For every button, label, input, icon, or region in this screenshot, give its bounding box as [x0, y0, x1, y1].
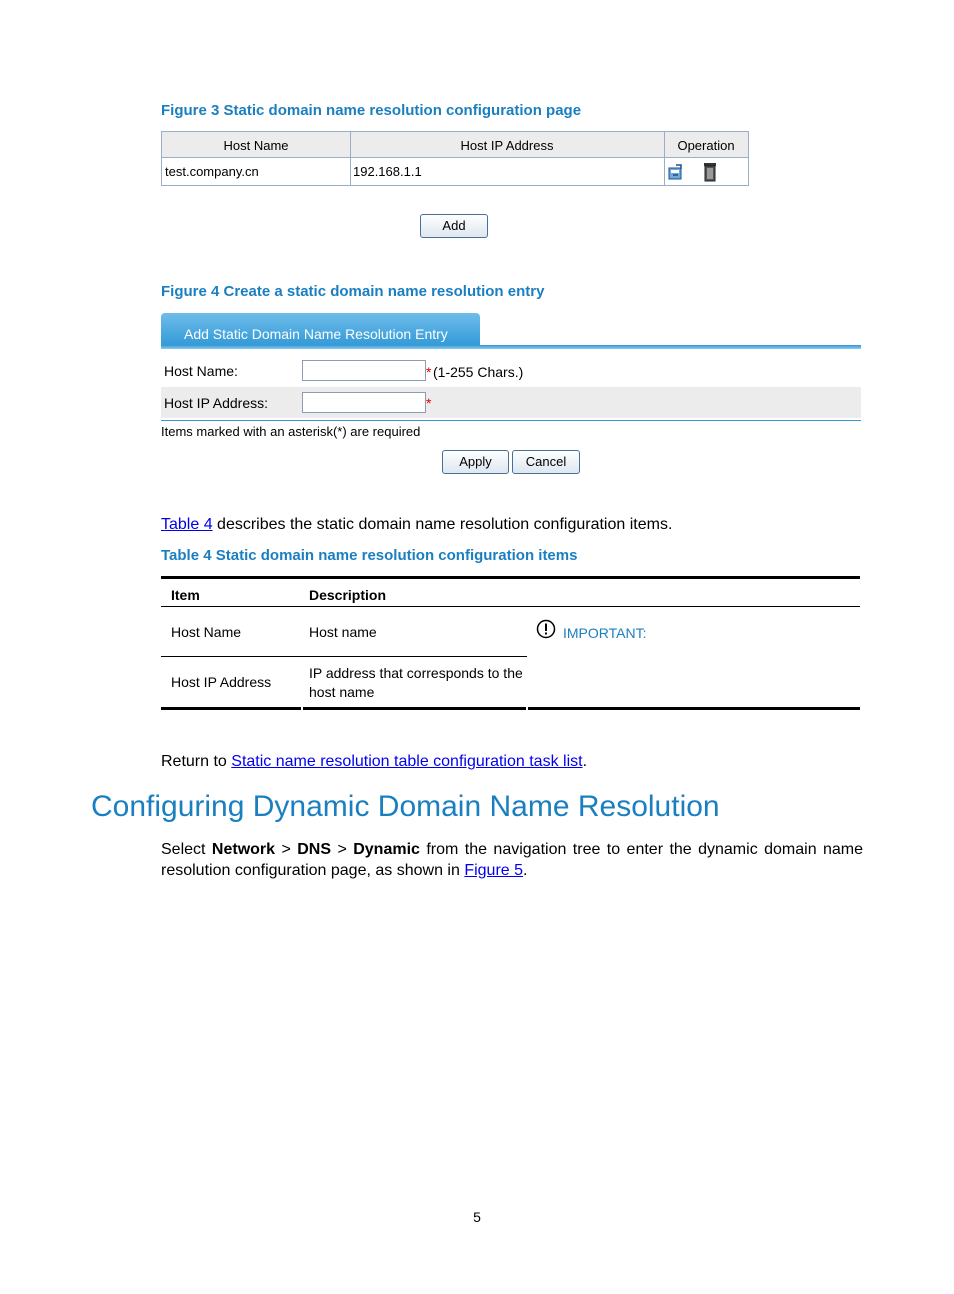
text: > [275, 841, 298, 858]
table-4-link[interactable]: Table 4 [161, 516, 213, 533]
cell-item: Host Name [171, 624, 242, 640]
important-icon [536, 619, 556, 639]
header-rule [161, 606, 860, 607]
table-bottom-rule [528, 707, 860, 710]
text: > [331, 841, 354, 858]
menu-dns: DNS [297, 841, 332, 858]
text: . [523, 862, 528, 879]
add-button[interactable]: Add [420, 214, 488, 238]
column-header-operation: Operation [664, 132, 748, 158]
table-intro-text: describes the static domain name resolution configuration items. [212, 516, 673, 533]
return-suffix: . [582, 753, 588, 770]
form-divider [161, 420, 861, 421]
column-divider [664, 132, 665, 185]
text: from the navigation tree to enter the dynamic domain name [419, 841, 864, 858]
column-header-item: Item [171, 587, 200, 603]
menu-network: Network [211, 841, 276, 858]
figure-3-caption: Figure 3 Static domain name resolution configuration page [161, 102, 582, 119]
text: Select [161, 841, 212, 858]
text: resolution configuration page, as shown in [161, 862, 465, 879]
important-label: IMPORTANT: [563, 625, 647, 641]
tab-underline [161, 345, 861, 349]
section-paragraph-line-1 [161, 841, 863, 859]
table-bottom-rule [161, 707, 301, 710]
column-header-host-ip: Host IP Address [350, 132, 664, 158]
section-paragraph-line-2 [161, 862, 527, 880]
return-line [161, 753, 587, 771]
table-4-caption: Table 4 Static domain name resolution configuration items [161, 547, 578, 564]
cell-host-name: test.company.cn [165, 164, 259, 179]
cell-description-line: host name [309, 684, 375, 700]
required-asterisk: * [426, 395, 432, 411]
return-prefix: Return to [161, 753, 232, 770]
menu-dynamic: Dynamic [353, 841, 420, 858]
section-heading: Configuring Dynamic Domain Name Resolution [91, 790, 720, 823]
host-ip-label: Host IP Address: [164, 395, 269, 411]
row-rule [161, 656, 527, 657]
static-dns-table [161, 131, 749, 186]
tab-add-static-entry[interactable]: Add Static Domain Name Resolution Entry [161, 313, 480, 348]
host-name-hint: (1-255 Chars.) [433, 364, 524, 380]
required-note: Items marked with an asterisk(*) are required [161, 424, 421, 439]
figure-4-caption: Figure 4 Create a static domain name resolution entry [161, 283, 545, 300]
table-top-rule [161, 576, 860, 579]
cell-description: Host name [309, 624, 377, 640]
cell-host-ip: 192.168.1.1 [353, 164, 422, 179]
delete-icon[interactable] [702, 162, 718, 182]
apply-button[interactable]: Apply [442, 450, 509, 474]
column-header-description: Description [309, 587, 387, 603]
column-header-host-name: Host Name [162, 132, 350, 158]
task-list-link[interactable]: Static name resolution table configuration task list [231, 753, 583, 770]
cell-item: Host IP Address [171, 674, 272, 690]
edit-icon[interactable] [667, 163, 685, 181]
table-bottom-rule [303, 707, 526, 710]
cell-description-line: IP address that corresponds to the [309, 665, 523, 681]
cancel-button[interactable]: Cancel [512, 450, 580, 474]
host-name-input[interactable] [302, 360, 426, 381]
host-ip-input[interactable] [302, 392, 426, 413]
required-asterisk: * [426, 364, 432, 380]
table-intro [161, 516, 672, 534]
page-number: 5 [473, 1209, 481, 1225]
figure-5-link[interactable]: Figure 5 [464, 862, 524, 879]
host-name-label: Host Name: [164, 363, 238, 379]
